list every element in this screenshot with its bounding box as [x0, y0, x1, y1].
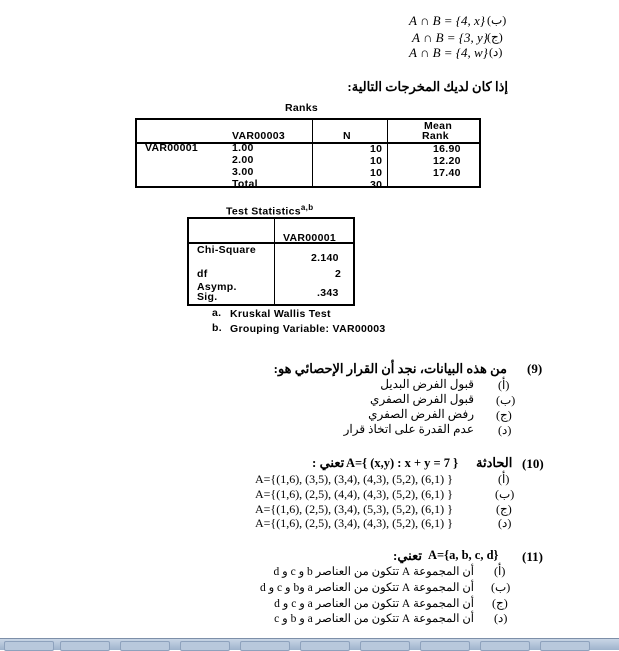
option-letter: (ب) [495, 487, 515, 501]
taskbar-button[interactable] [480, 641, 530, 651]
option-text[interactable]: قبول الفرض الصفري [370, 392, 474, 406]
ranks-mean: 17.40 [433, 167, 461, 179]
option-letter: (ج) [496, 502, 512, 516]
option-expr: A ∩ B = {4, w} [409, 45, 488, 60]
question-number: (11) [522, 549, 543, 564]
ranks-header-mean: Mean [424, 120, 453, 132]
taskbar-button[interactable] [240, 641, 290, 651]
ranks-n: 10 [370, 143, 383, 155]
option-text[interactable]: عدم القدرة على اتخاذ قرار [343, 422, 474, 436]
taskbar-button[interactable] [360, 641, 410, 651]
taskbar [0, 638, 619, 650]
test-stats-value: 2.140 [311, 252, 339, 264]
test-stats-col: VAR00001 [283, 232, 336, 244]
ranks-mean: 12.20 [433, 155, 461, 167]
test-stats-title [226, 203, 313, 218]
option-expr[interactable]: A={(1,6), (3,5), (3,4), (4,3), (5,2), (6,1) } [255, 472, 453, 486]
test-stats-title-text: Test Statistics [226, 205, 301, 218]
question-number: (10) [522, 456, 544, 471]
ranks-table [135, 118, 481, 191]
ranks-n: 10 [370, 155, 383, 167]
option-expr[interactable]: A={(1,6), (2,5), (3,4), (5,3), (5,2), (6,1) } [255, 502, 453, 516]
option-letter: (ب) [491, 580, 511, 594]
option-letter: (د) [494, 611, 508, 625]
taskbar-button[interactable] [180, 641, 230, 651]
option-letter: (أ) [498, 378, 510, 392]
ranks-header-var: VAR00003 [232, 130, 285, 142]
question-expr: A={a, b, c, d} [428, 548, 499, 562]
test-stats-title-sup: a,b [300, 203, 314, 212]
option-letter: (أ) [494, 564, 506, 578]
ranks-group: 1.00 [232, 142, 254, 154]
test-stats-value: 2 [335, 268, 342, 280]
taskbar-button[interactable] [4, 641, 54, 651]
taskbar-button[interactable] [120, 641, 170, 651]
option-text[interactable]: رفض الفرض الصفري [368, 407, 474, 421]
option-expr[interactable]: A={(1,6), (2,5), (4,4), (4,3), (5,2), (6,1) } [255, 487, 453, 501]
option-text[interactable]: أن المجموعة A تتكون من العناصر b و c و d [273, 566, 474, 578]
ranks-row-label: VAR00001 [145, 142, 198, 154]
option-letter: (د) [498, 423, 512, 437]
option-expr[interactable]: A={(1,6), (2,5), (3,4), (4,3), (5,2), (6,1) } [255, 516, 453, 530]
test-stats-label: Asymp. [197, 281, 237, 293]
question-text-ar: تعني: [393, 548, 422, 563]
option-letter: (أ) [498, 472, 510, 486]
option-expr: A ∩ B = {4, x} [409, 13, 485, 28]
intro-text: إذا كان لديك المخرجات التالية: [347, 79, 508, 94]
ranks-group: 2.00 [232, 154, 254, 166]
ranks-mean: 16.90 [433, 143, 461, 155]
option-letter: (د) [489, 45, 503, 59]
option-text[interactable]: أن المجموعة A تتكون من العناصر a و b و c [274, 613, 474, 625]
test-stats-label: Sig. [197, 291, 218, 303]
test-stats-table [187, 217, 355, 306]
ranks-group: 3.00 [232, 166, 254, 178]
option-letter: (ب) [496, 393, 516, 407]
question-number: (9) [527, 361, 543, 376]
footnote-mark: a. [212, 307, 222, 319]
option-text[interactable]: أن المجموعة A تتكون من العناصر a وb و c و d [259, 582, 474, 594]
taskbar-button[interactable] [300, 641, 350, 651]
ranks-header-rank: Rank [422, 130, 449, 142]
question-text: من هذه البيانات، نجد أن القرار الإحصائي هو: [273, 361, 507, 376]
ranks-n: 10 [370, 167, 383, 179]
taskbar-button[interactable] [420, 641, 470, 651]
footnote-text: Grouping Variable: VAR00003 [230, 323, 386, 335]
ranks-header-n: N [343, 130, 351, 142]
test-stats-value: .343 [317, 287, 339, 299]
taskbar-button[interactable] [60, 641, 110, 651]
option-text[interactable]: قبول الفرض البديل [380, 377, 474, 391]
question-text-ar: الحادثة [476, 455, 513, 470]
option-letter: (ب) [487, 13, 507, 27]
ranks-n: 30 [370, 179, 383, 191]
option-letter: (ج) [492, 596, 508, 610]
question-text-ar: تعني : [312, 455, 345, 470]
option-letter: (ج) [487, 30, 503, 44]
option-letter: (د) [498, 516, 512, 530]
ranks-title: Ranks [285, 102, 319, 114]
test-stats-label: Chi-Square [197, 244, 257, 256]
footnote-mark: b. [212, 322, 222, 334]
footnote-text: Kruskal Wallis Test [230, 308, 331, 320]
option-letter: (ج) [496, 408, 512, 422]
question-expr: A={ (x,y) : x + y = 7 } [346, 456, 459, 470]
taskbar-button[interactable] [540, 641, 590, 651]
test-stats-label: df [197, 268, 208, 280]
option-text[interactable]: أن المجموعة A تتكون من العناصر a و c و d [274, 598, 474, 610]
option-expr: A ∩ B = {3, y} [412, 30, 488, 45]
ranks-group: Total [232, 178, 258, 190]
